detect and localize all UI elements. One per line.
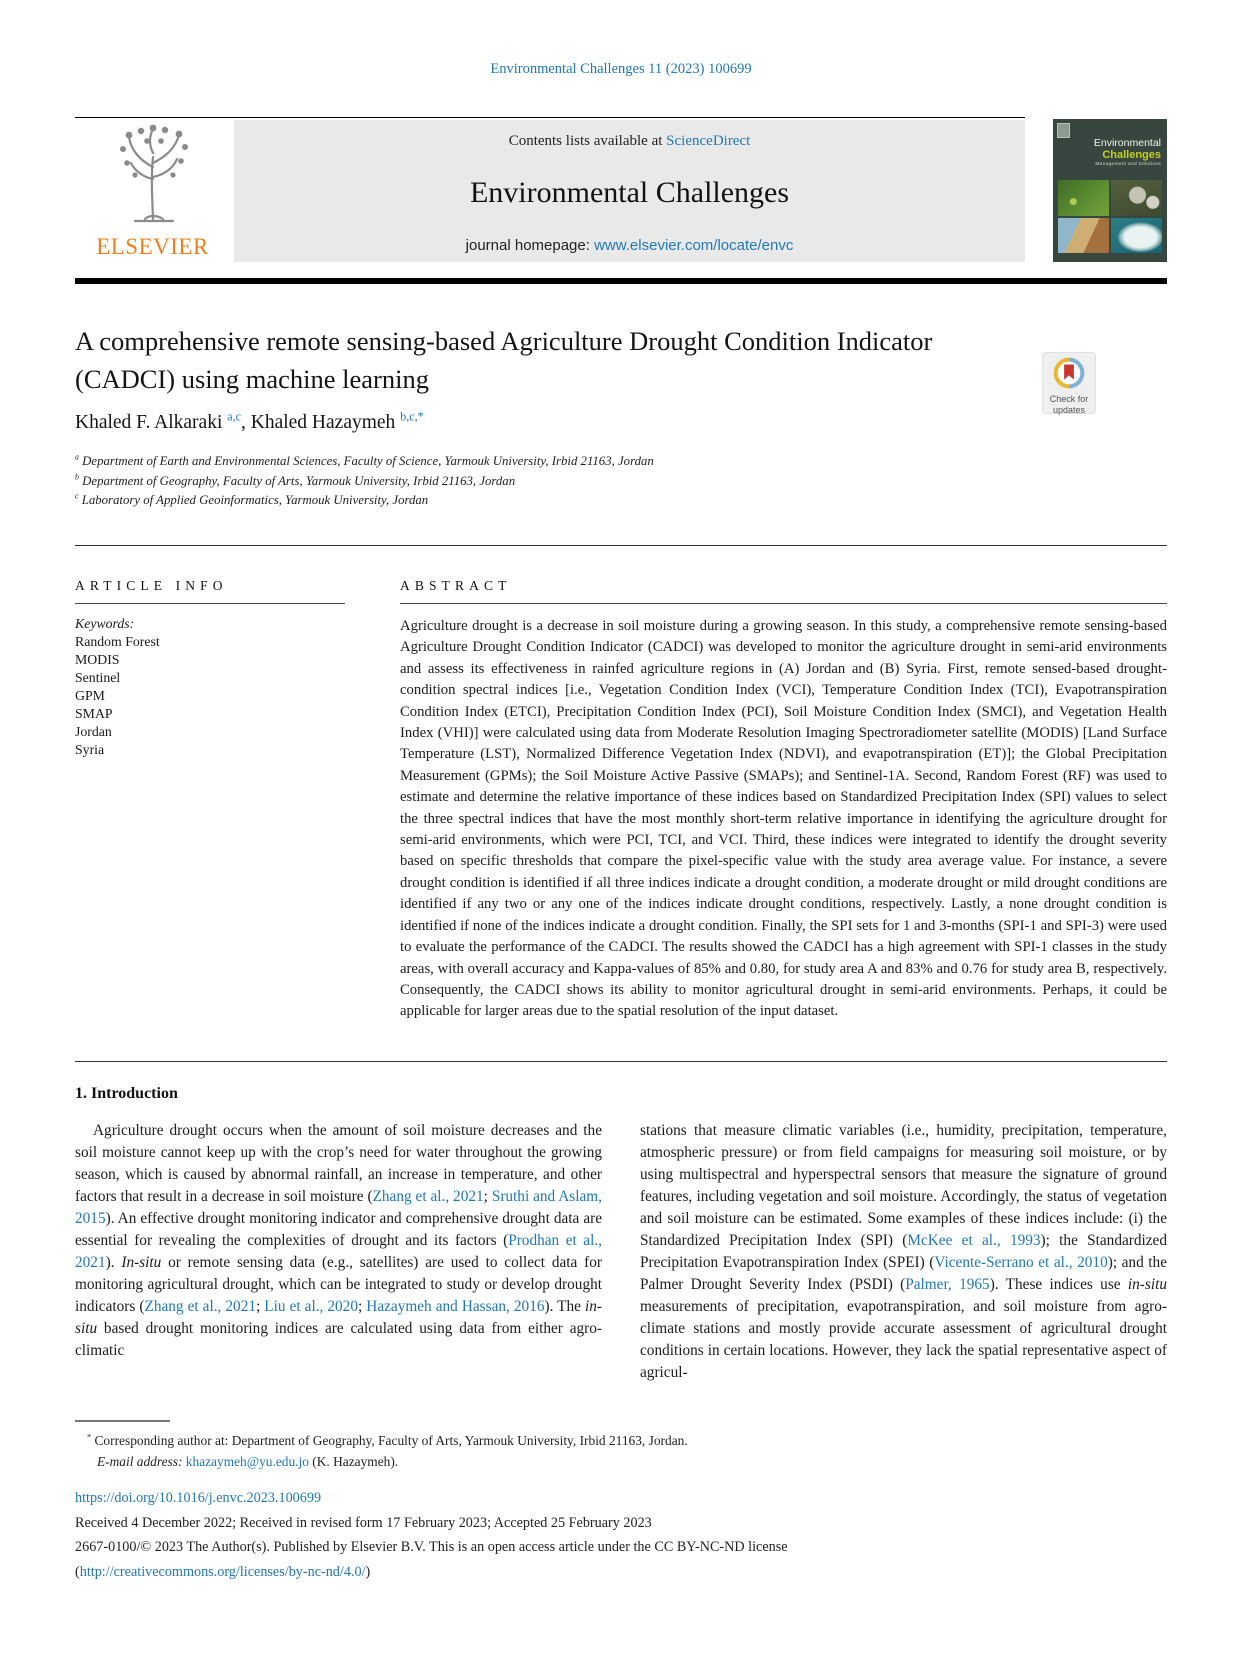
footnote-rule [75,1420,170,1422]
journal-citation: Environmental Challenges 11 (2023) 100699 [490,61,752,77]
inline-link[interactable]: www.elsevier.com/locate/envc [594,237,794,254]
inline-link[interactable]: b,c,* [400,409,424,424]
elsevier-logo [80,123,225,263]
text-segment: ). An effective drought monitoring indicator and comprehensive drought data are essential for revealing the complexities of drought and its factors ( [75,1210,602,1249]
keywords-label: Keywords: [75,616,135,631]
text-segment: Department of Geography, Faculty of Arts, Yarmouk University, Irbid 21163, Jordan [78,473,516,488]
text-segment: E-mail address: [97,1454,183,1469]
text-segment: Laboratory of Applied Geoinformatics, Yarmouk University, Jordan [78,493,429,507]
check-updates-icon [1053,357,1085,389]
two-column-body [75,1120,1167,1384]
text-segment: ). These indices use [989,1276,1128,1293]
cover-title-line2: Challenges [1102,149,1161,162]
keyword-item: SMAP [75,706,113,721]
text-segment: ( [75,1563,80,1580]
abstract-heading: ABSTRACT [400,578,1167,604]
affiliations-block [75,452,1075,511]
footnote-block [75,1420,1167,1472]
text-segment: ). The [544,1298,586,1315]
text-segment: ). [105,1254,122,1271]
abstract-section [400,578,1167,1023]
text-segment: ; [483,1188,492,1205]
affiliation-b [75,472,1075,492]
text-segment: based drought monitoring indices are calculated using data from either agro-climatic [75,1320,602,1359]
check-updates-badge[interactable] [1042,352,1096,414]
copyright-line: 2667-0100/© 2023 The Author(s). Published by Elsevier B.V. This is an open access article under the CC BY-NC-ND license [75,1539,788,1555]
cover-subtitle: Management and Solutions [1095,161,1161,167]
text-segment: * [87,1432,92,1442]
inline-link[interactable]: khazaymeh@yu.edu.jo [185,1454,309,1469]
corresponding-author-note [75,1430,1167,1451]
elsevier-tree-icon [107,123,199,227]
abstract-text: Agriculture drought is a decrease in soil moisture during a growing season. In this study, a comprehensive remote sensing-based Agriculture Drought Condition Indicator (CADCI) was developed to monitor the agriculture drought in semi-arid environments and assess its effectiveness in rainfed agriculture regions in (A) Jordan and (B) Syria. First, remote sensed-based drought-condition spectral indices [i.e., Vegetation Condition Index (VCI), Temperature Condition Index (TCI), Evapotranspiration Condition Index (ETCI), Precipitation Condition Index (PCI), Soil Moisture Condition Index (SMCI), and Vegetation Health Index (VHI)] were calculated using data from Moderate Resolution Imaging Spectroradiometer satellite (MODIS) [Land Surface Temperature (LST), Normalized Difference Vegetation Index (NDVI), and evapotranspiration (ET)]; the Global Precipitation Measurement (GPMs); the Soil Moisture Active Passive (SMAPs); and Sentinel-1A. Second, Random Forest (RF) was used to estimate and determine the relative importance of these indices based on Standardized Precipitation Index (SPI) values to select the three spectral indices that have the most monthly short-term relative importance in identifying the agriculture drought for semi-arid environments, which were PCI, TCI, and VCI. Third, these indices were integrated to identify the drought severity based on specific thresholds that compare the pixel-specific value with the study area average value. For instance, a severe drought condition is identified if all three indices indicate a drought condition, a moderate drought or mild drought conditions are identified if any two or any one of the indices indicate drought conditions, respectively. Lastly, a none drought condition is identified if none of the indices indicate a drought condition. Finally, the SPI sets for 1 and 3-months (SPI-1 and SPI-3) were used to evaluate the performance of the CADCI. The results showed the CADCI has a high agreement with SPI-1 classes in the study areas, with overall accuracy and Kappa-values of 85% and 0.80, for study area A and 83% and 0.76 for study area B, respectively. Consequently, the CADCI shows its ability to monitor agricultural drought in semi-arid environments. Perhaps, it could be applicable for larger areas due to the spatial resolution of the input dataset. [400,618,1167,1020]
check-updates-label: Check for updates [1049,394,1089,415]
text-segment: in-situ [75,1298,603,1337]
cover-image-beach [1058,218,1109,254]
keyword-item: GPM [75,688,105,703]
cover-image-industry [1111,180,1162,216]
doi-link[interactable]: https://doi.org/10.1016/j.envc.2023.100699 [75,1490,322,1506]
text-segment: ); the Standardized Precipitation Evapotranspiration Index (SPEI) ( [640,1232,1167,1271]
keyword-item: MODIS [75,652,120,667]
header-thick-rule [75,278,1167,284]
text-segment: a [75,452,79,462]
keyword-item: Jordan [75,724,112,739]
keyword-item: Syria [75,742,105,757]
text-segment: journal homepage: [465,237,595,254]
text-segment: Corresponding author at: Department of Geography, Faculty of Arts, Yarmouk University, Irbid 21163, Jordan. [91,1433,688,1448]
inline-link[interactable]: Zhang et al., 2021 [372,1188,484,1205]
elsevier-wordmark: ELSEVIER [96,234,209,259]
cover-image-forest [1058,180,1109,216]
inline-link[interactable]: Zhang et al., 2021 [144,1298,256,1315]
license-line [75,1560,1167,1585]
email-note [75,1451,1167,1472]
received-dates: Received 4 December 2022; Received in revised form 17 February 2023; Accepted 25 February 2023 [75,1514,652,1531]
inline-link[interactable]: a,c [227,409,241,424]
author-line [75,409,975,434]
inline-link[interactable]: Hazaymeh and Hassan, 2016 [366,1298,545,1315]
affiliation-c [75,491,1075,511]
intro-left-text [75,1122,602,1359]
journal-homepage-line [234,237,1025,254]
text-segment: ; [256,1298,265,1315]
article-info-section [75,578,345,759]
inline-link[interactable]: ScienceDirect [666,133,751,149]
text-segment: Khaled Hazaymeh [250,412,401,433]
journal-cover-thumbnail [1053,119,1167,262]
inline-link[interactable]: Liu et al., 2020 [264,1298,358,1315]
inline-link[interactable]: http://creativecommons.org/licenses/by-nc-nd/4.0/ [79,1563,366,1580]
text-segment: In-situ [121,1254,162,1271]
journal-name: Environmental Challenges [469,176,790,209]
text-segment: b [75,472,79,482]
publication-footer [75,1486,1167,1584]
text-segment: ; [357,1298,367,1315]
cover-title-line1: Environmental [1093,137,1161,149]
text-segment: (K. Hazaymeh). [308,1454,399,1469]
text-segment: ); and the Palmer Drought Severity Index (PSDI) ( [640,1254,1167,1293]
inline-link[interactable]: Palmer, 1965 [905,1276,990,1293]
cover-image-grid [1058,180,1162,253]
text-segment: , [241,412,251,433]
inline-link[interactable]: Prodhan et al., 2021 [75,1232,602,1271]
text-segment: or remote sensing data (e.g., satellites) are used to collect data for monitoring agricultural drought, which can be integrated to study or develop drought indicators ( [75,1254,602,1315]
text-segment: measurements of precipitation, evapotranspiration, and soil moisture from agro-climate stations and mostly provide accurate assessment of agricultural drought conditions in certain locations. However, they lack the spatial representative aspect of agricul- [640,1298,1167,1381]
text-segment: c [75,491,79,501]
affiliation-a [75,452,1075,472]
inline-link[interactable]: McKee et al., 1993 [907,1232,1041,1249]
intro-right-column [640,1120,1167,1384]
article-title: A comprehensive remote sensing-based Agriculture Drought Condition Indicator (CADCI) using machine learning [75,326,933,394]
cover-image-iceberg [1111,218,1162,254]
introduction-heading: 1. Introduction [75,1085,178,1102]
text-segment: in-situ [1127,1276,1167,1293]
header-top-rule [75,117,1025,118]
text-segment: stations that measure climatic variables (i.e., humidity, precipitation, temperature, atmospheric pressure) or from field campaigns for measuring soil moisture, or by using multispectral and hyperspectral sensors that measure the signature of ground features, including vegetation and soil moisture. Accordingly, the status of vegetation and soil moisture can be estimated. Some examples of these indices include: (i) the Standardized Precipitation Index (SPI) ( [640,1122,1167,1249]
journal-header-box [234,120,1025,262]
cover-elsevier-mark-icon [1057,123,1070,138]
introduction-section [75,1085,1167,1384]
body-divider-rule [75,1061,1167,1062]
text-segment: ) [365,1563,371,1580]
keyword-item: Random Forest [75,634,160,649]
contents-line [234,133,1025,150]
intro-left-column [75,1120,602,1384]
inline-link[interactable]: Vicente-Serrano et al., 2010 [934,1254,1108,1271]
text-segment: Department of Earth and Environmental Sciences, Faculty of Science, Yarmouk University, Irbid 21163, Jordan [78,454,654,468]
section-divider-rule [75,545,1167,546]
text-segment: Khaled F. Alkaraki [75,412,228,433]
cover-titles [1094,137,1161,167]
text-segment: Agriculture drought occurs when the amount of soil moisture decreases and the soil moisture cannot keep up with the crop’s need for water throughout the growing season, which is caused by abnormal rainfall, an increase in temperature, and other factors that result in a decrease in soil moisture ( [75,1122,602,1205]
keyword-item: Sentinel [75,670,121,685]
article-info-heading: ARTICLE INFO [75,578,345,604]
text-segment: Contents lists available at [508,133,667,149]
inline-link[interactable]: Sruthi and Aslam, 2015 [75,1188,603,1227]
